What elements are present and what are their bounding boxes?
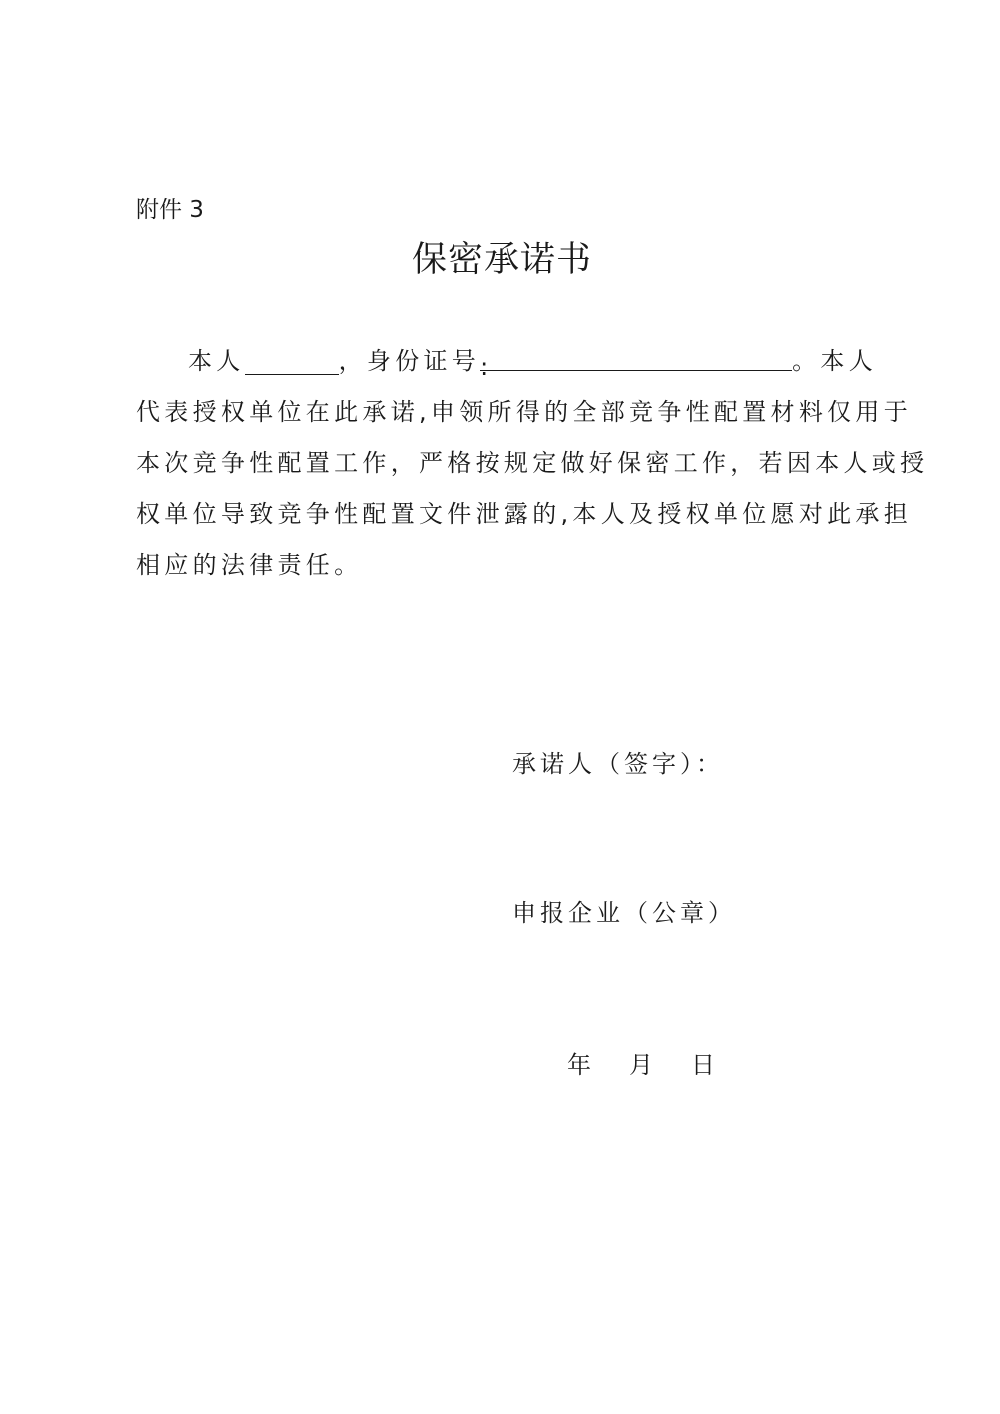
attachment-label: 附件 3	[136, 197, 204, 223]
body-line-2: 代表授权单位在此承诺,申领所得的全部竞争性配置材料仅用于	[136, 398, 913, 426]
id-colon: :	[480, 353, 493, 381]
date-day-label: 日	[691, 1051, 719, 1079]
promisor-signature-label: 承诺人（签字）：	[512, 750, 724, 778]
self-label: 本人	[188, 347, 245, 375]
document-title: 保密承诺书	[411, 240, 592, 280]
body-line-3: 本次竞争性配置工作，严格按规定做好保密工作，若因本人或授	[136, 449, 929, 477]
date-line	[567, 1048, 719, 1082]
date-year-label: 年	[567, 1051, 595, 1079]
body-line-4: 权单位导致竞争性配置文件泄露的,本人及授权单位愿对此承担	[136, 500, 913, 528]
body-line-1	[136, 336, 876, 387]
id-number-blank[interactable]	[480, 342, 792, 381]
line1-end-text: 。本人	[792, 347, 878, 375]
name-blank[interactable]	[245, 346, 339, 375]
id-number-label: ，身份证号	[338, 347, 481, 375]
date-month-label: 月	[629, 1051, 657, 1079]
body-line-5: 相应的法律责任。	[136, 551, 363, 579]
company-seal-label: 申报企业（公章）	[512, 899, 736, 927]
